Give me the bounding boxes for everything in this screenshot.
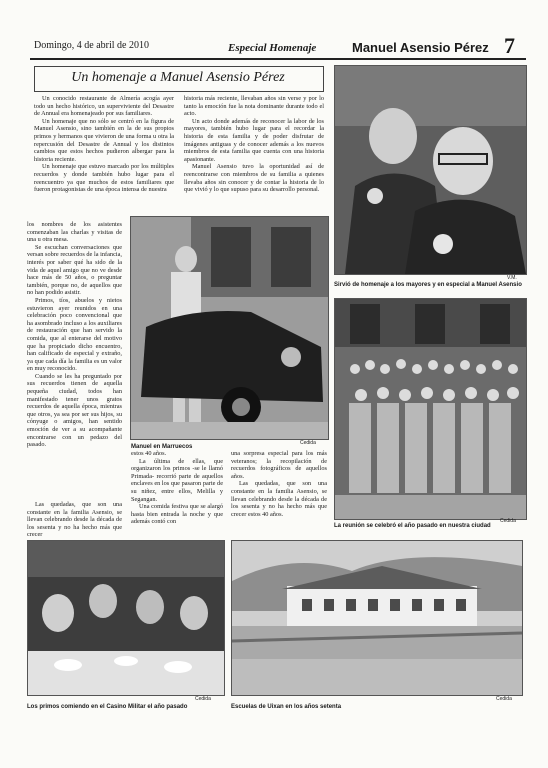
article-column-3 <box>27 221 122 449</box>
paragraph: Cuando se les ha preguntado por sus recuerdos tienen de aquella pequeña ciudad, todos han manifestado tener unos gratos recuerdos de aquella época, mientras que otros, ya sea por ser sus hijos, su cónyuge o amigos, han sentido emoción de ver a su acompañante encontrarse con un pedazo del pasado. <box>27 372 122 449</box>
paragraph: Manuel Asensio tuvo la oportunidad así de reencontrarse con miembros de su familia a quienes llevaba años sin conocer y de contar la historia de lo que vivió y lo que supuso para su desarrollo personal. <box>184 163 324 194</box>
article-column-6 <box>231 450 327 518</box>
paragraph: Se escuchan conversaciones que versan sobre recuerdos de la infancia, interés por saber qué ha sido de la vida de aquel amigo que no ve desde hace más de 50 años, o preguntar también, porque no, de aquellos que no han podido asistir. <box>27 243 122 297</box>
article-column-4 <box>27 501 122 539</box>
issue-date: Domingo, 4 de abril de 2010 <box>34 40 149 51</box>
photo-credit: V.M. <box>507 275 517 281</box>
group-image <box>335 299 526 519</box>
article-column-5 <box>131 450 223 526</box>
photo-group <box>334 298 527 520</box>
photo-caption: La reunión se celebró el año pasado en nuestra ciudad <box>334 523 491 529</box>
car-image <box>131 217 328 439</box>
section-label: Especial Homenaje <box>228 42 317 54</box>
article-title: Un homenaje a Manuel Asensio Pérez <box>71 70 285 85</box>
school-image <box>232 541 522 695</box>
header-rule <box>30 58 526 60</box>
photo-caption: Los primos comiendo en el Casino Militar el año pasado <box>27 704 188 710</box>
paragraph: Las quedadas, que son una constante en la familia Asensio, se llevan celebrando desde la década de los sesenta y no ha hecho más que crecer <box>27 501 122 539</box>
paragraph: los nombres de los asistentes comenzaban las charlas y visitas de una u otra mesa. <box>27 221 122 244</box>
photo-car <box>130 216 329 440</box>
paragraph: Un conocido restaurante de Almería acogía ayer todo un hecho histórico, un superviviente del Desastre de Annual era homenajeado por sus familiares. <box>34 95 174 118</box>
photo-credit: Cedida <box>500 518 516 524</box>
photo-credit: Cedida <box>195 696 211 702</box>
photo-dining <box>27 540 225 696</box>
paragraph: Un homenaje que estuvo marcado por los múltiples recuerdos y donde también hubo lugar para el reencuentro ya que muchos de estos familiares que fueron protagonistas de una época intensa de nuestra <box>34 163 174 194</box>
paragraph: Las quedadas, que son una constante en la familia Asensio, se llevan celebrando desde la década de los sesenta y no ha hecho más que crecer estos 40 años. <box>231 480 327 518</box>
paragraph: Primos, tíos, abuelos y nietos estuvieron ayer reunidos en una celebración poco convencional que ha asombrado incluso a los auxiliares de restauración que han servido la comida, que al enterarse del motivo que ha propiciado dicho encuentro, han calificado de especial y extraño, ya que cada día la familia es un valor en muy reconocido. <box>27 296 122 373</box>
photo-credit: Cedida <box>496 696 512 702</box>
photo-caption: Sirvió de homenaje a los mayores y en especial a Manuel Asensio <box>334 282 522 288</box>
paragraph: estos 40 años. <box>131 450 167 457</box>
photo-credit: Cedida <box>300 440 316 446</box>
article-column-2 <box>184 95 324 194</box>
page-header-name: Manuel Asensio Pérez <box>352 40 489 55</box>
photo-caption: Manuel en Marruecos <box>131 444 193 450</box>
paragraph: Una comida festiva que se alargó hasta bien entrada la noche y que además contó con <box>131 503 223 526</box>
elders-image <box>335 66 526 274</box>
photo-school <box>231 540 523 696</box>
paragraph: una sorpresa especial para los más veteranos; la recopilación de recuerdos fotográficos de aquellos años. <box>231 450 327 480</box>
paragraph: Un acto donde además de reconocer la labor de los mayores, también hubo lugar para el recordar la historia de esta familia y de poder disfrutar de imágenes antiguas y de conocer además a los nuevos miembros de esta familia que cuenta con una historia apasionante. <box>184 117 324 163</box>
dining-image <box>28 541 224 695</box>
photo-caption: Escuelas de Uixan en los años setenta <box>231 704 342 710</box>
paragraph: La última de ellas, que organizaron los primos -se le llamó Primada- recorrió parte de aquellos enclaves en los que pasaron parte de su niñez, entre ellos, Melilla y Segangan. <box>131 457 223 503</box>
photo-elders <box>334 65 527 275</box>
paragraph: historia más reciente, llevaban años sin verse y por lo tanto la emoción fue la nota dominante durante todo el acto. <box>184 95 324 118</box>
paragraph: Un homenaje que no sólo se centró en la figura de Manuel Asensio, sino también en la de sus propios primos y hermanos que vivieron de una forma u otra la repercusión del Desastre de Annual y los distintos cambios que estos hechos pudieron albergar para la historia reciente. <box>34 117 174 163</box>
article-column-1 <box>34 95 174 194</box>
page-number: 7 <box>504 33 515 58</box>
